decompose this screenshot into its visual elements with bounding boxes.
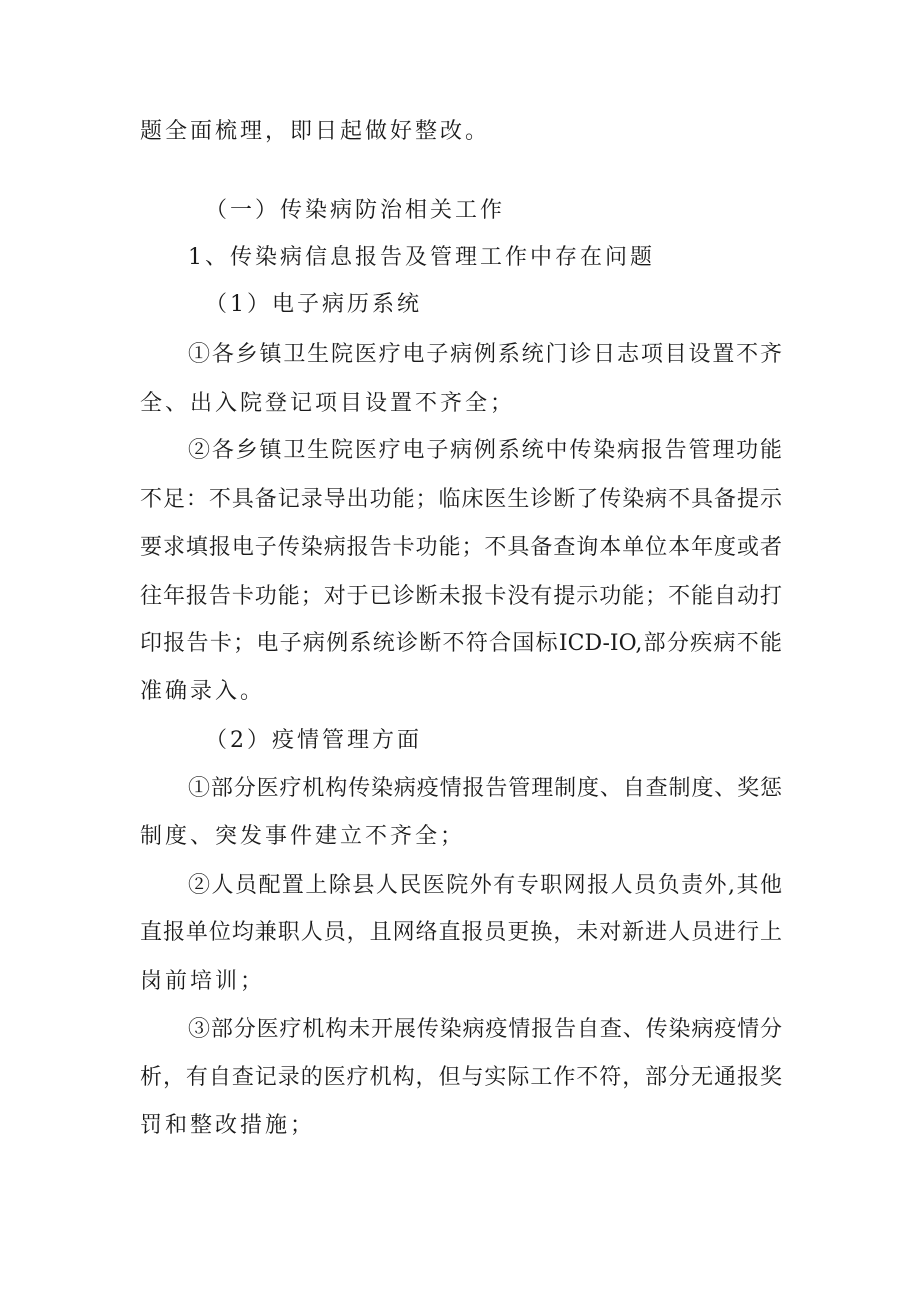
text-line: 直报单位均兼职人员，且网络直报员更换，未对新进人员进行上 — [140, 920, 782, 945]
section-heading: （一）传染病防治相关工作 — [205, 198, 506, 223]
text-line: 要求填报电子传染病报告卡功能；不具备查询本单位本年度或者 — [140, 535, 782, 560]
text-line: 制度、突发事件建立不齐全； — [140, 824, 466, 849]
subsection-heading: 1、传染病信息报告及管理工作中存在问题 — [188, 245, 655, 270]
item-heading: （2）疫情管理方面 — [205, 728, 422, 753]
text-line: 题全面梳理，即日起做好整改。 — [140, 119, 491, 144]
text-line: ③部分医疗机构未开展传染病疫情报告自查、传染病疫情分 — [188, 1017, 782, 1042]
text-line: ①部分医疗机构传染病疫情报告管理制度、自查制度、奖惩 — [188, 776, 782, 801]
text-line: 罚和整改措施； — [140, 1113, 316, 1138]
text-line: ②各乡镇卫生院医疗电子病例系统中传染病报告管理功能 — [188, 438, 782, 463]
text-line: 印报告卡；电子病例系统诊断不符合国标ICD-IO,部分疾病不能 — [140, 631, 782, 656]
text-line: 析，有自查记录的医疗机构，但与实际工作不符，部分无通报奖 — [140, 1065, 782, 1090]
text-line: ②人员配置上除县人民医院外有专职网报人员负责外,其他 — [188, 873, 782, 898]
text-line: ①各乡镇卫生院医疗电子病例系统门诊日志项目设置不齐 — [188, 342, 782, 367]
text-line: 全、出入院登记项目设置不齐全； — [140, 391, 516, 416]
text-line: 不足：不具备记录导出功能；临床医生诊断了传染病不具备提示 — [140, 487, 782, 512]
text-line: 往年报告卡功能；对于已诊断未报卡没有提示功能；不能自动打 — [140, 584, 782, 609]
item-heading: （1）电子病历系统 — [205, 292, 422, 317]
text-line: 准确录入。 — [140, 679, 266, 704]
text-line: 岗前培训； — [140, 969, 266, 994]
